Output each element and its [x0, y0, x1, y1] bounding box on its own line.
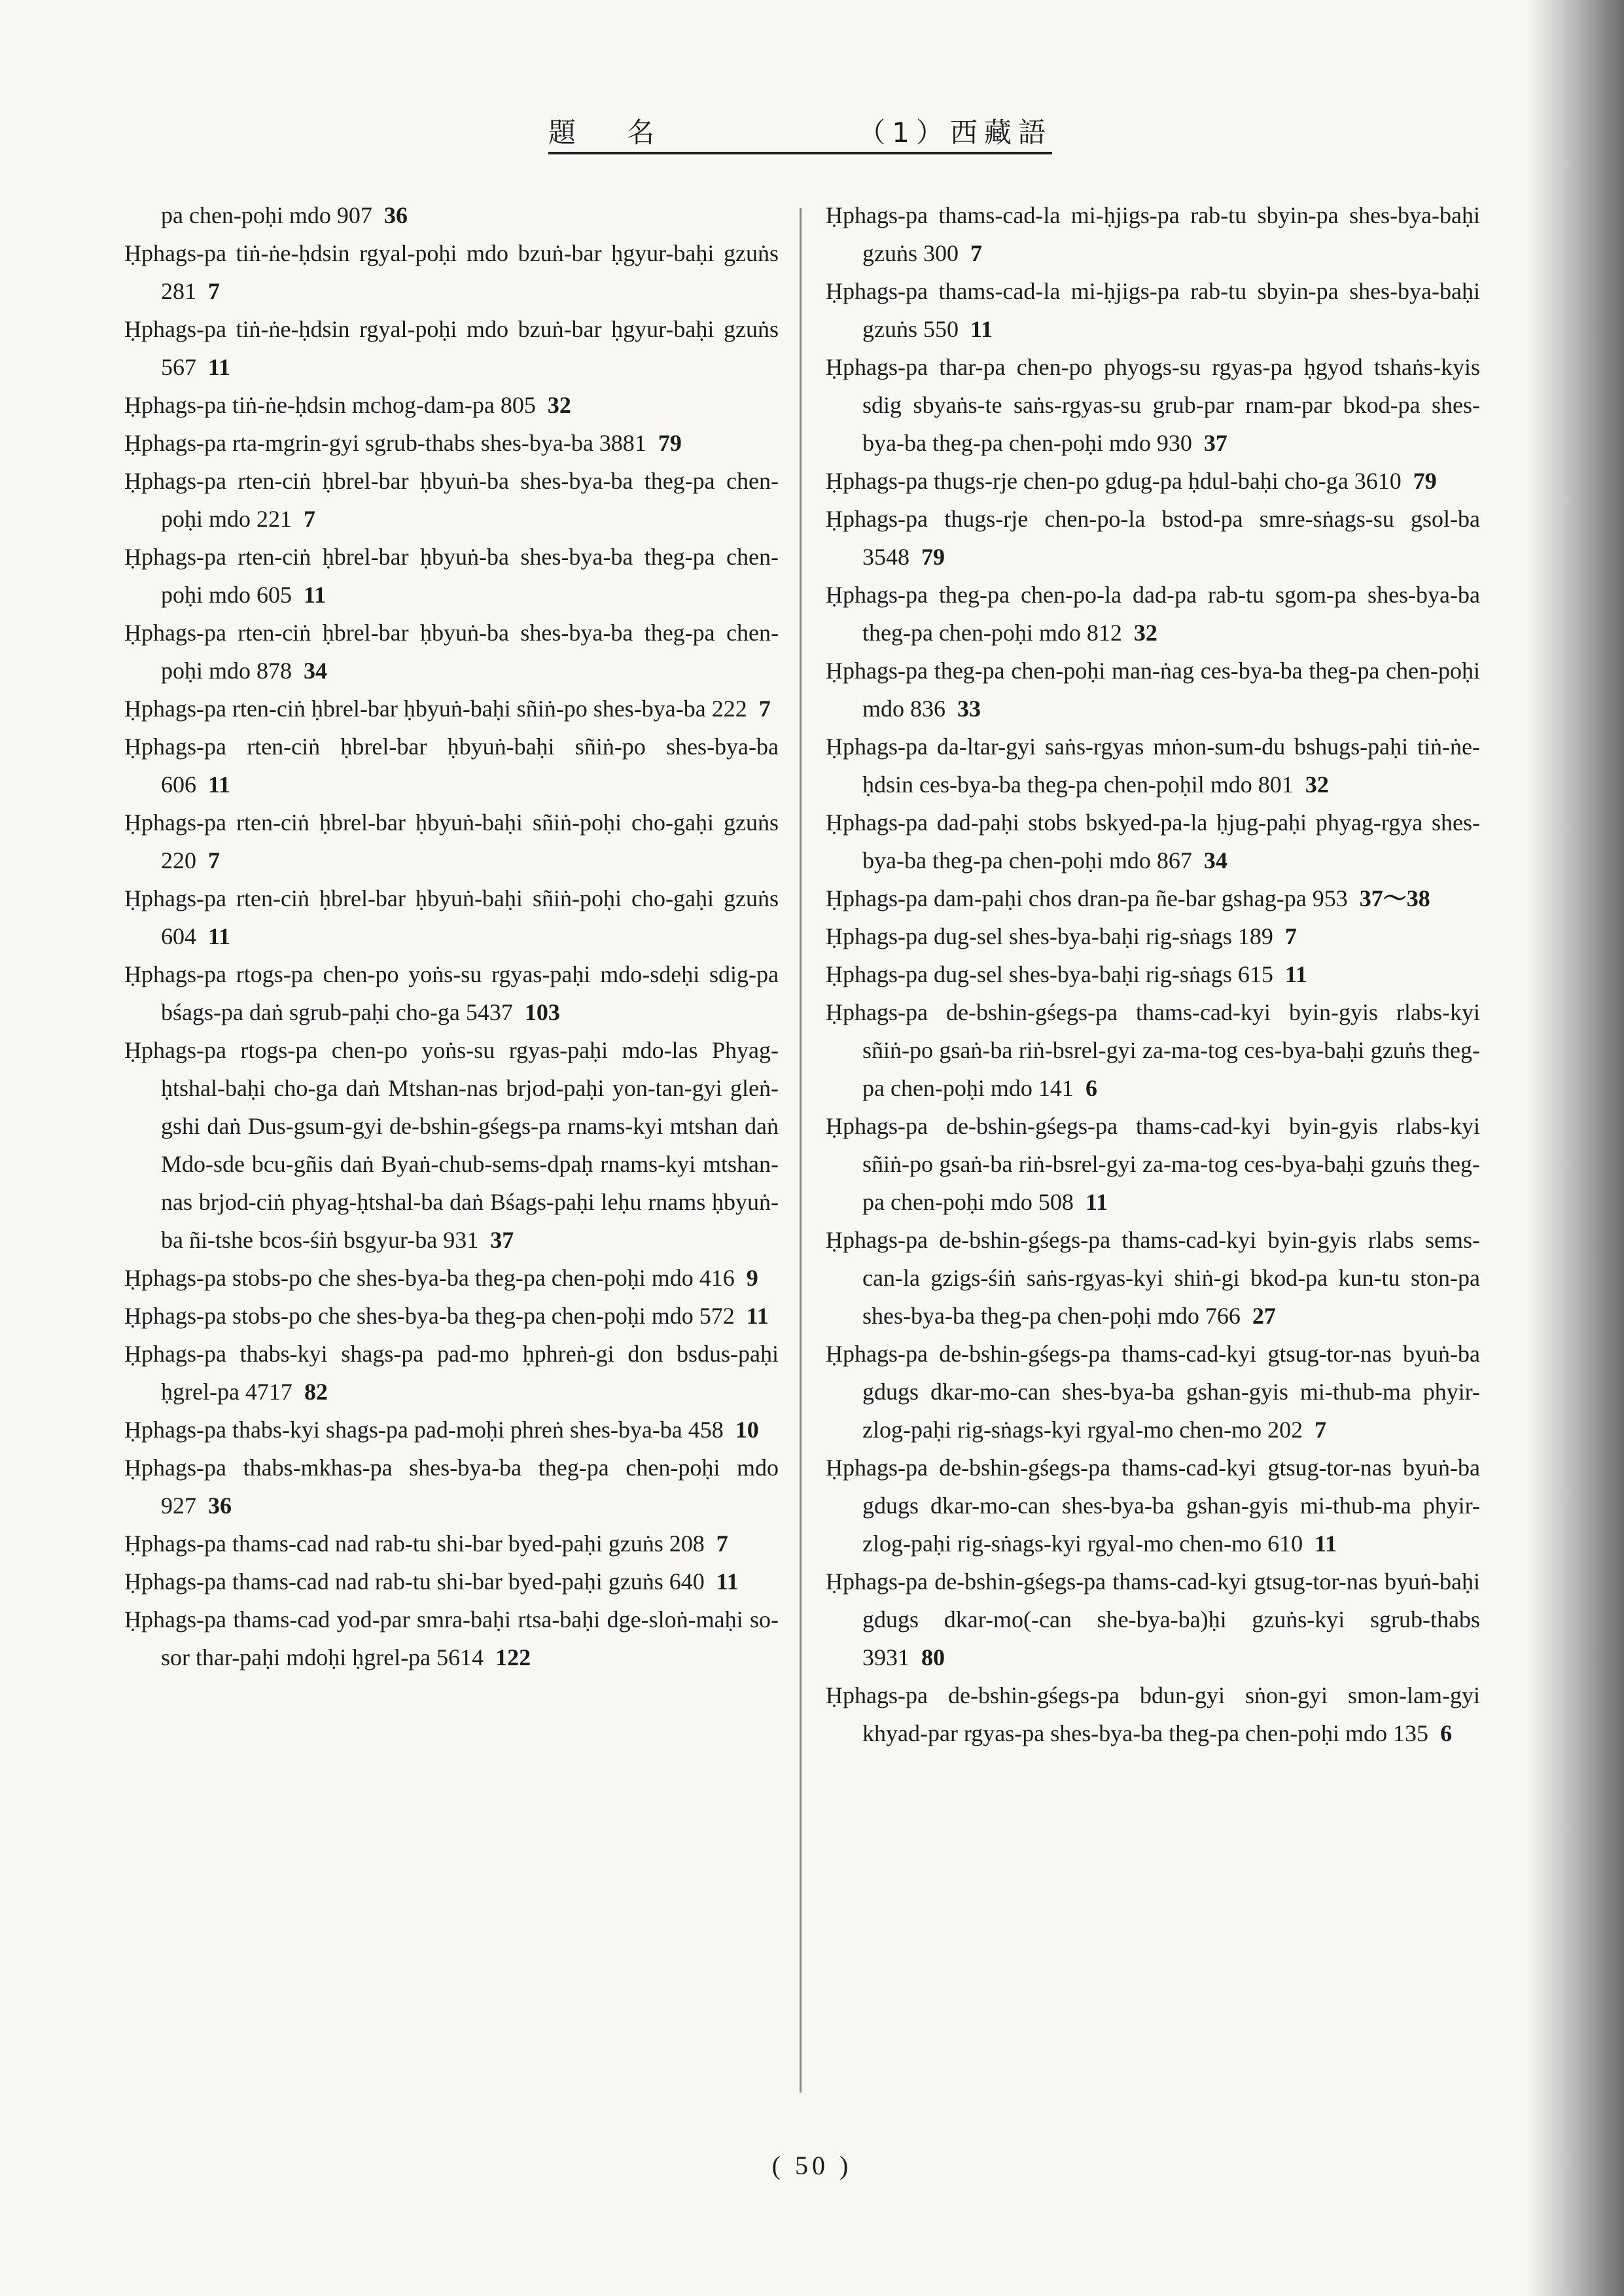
entry-reference-number: 7: [304, 506, 316, 532]
entry-title: Ḥphags-pa thugs-rje chen-po-la bstod-pa smre-sṅags-su gsol-ba 3548: [826, 506, 1480, 570]
entry-reference-number: 79: [1413, 468, 1437, 494]
entry-reference-number: 7: [758, 696, 771, 722]
entry-title: Ḥphags-pa tiṅ-ṅe-ḥdsin rgyal-poḥi mdo bzuṅ-bar ḥgyur-baḥi gzuṅs 281: [124, 240, 779, 304]
entry-reference-number: 36: [208, 1492, 232, 1519]
index-entry: [826, 576, 1480, 652]
entry-reference-number: 7: [1315, 1417, 1327, 1443]
index-entry: [124, 1449, 779, 1525]
entry-title: Ḥphags-pa rtogs-pa chen-po yoṅs-su rgyas-paḥi mdo-las Phyag-ḥtshal-baḥi cho-ga daṅ Mtshan-nas brjod-paḥi yon-tan-gyi gleṅ-gshi daṅ Dus-gsum-gyi de-bshin-gśegs-pa rnams-kyi mtshan daṅ Mdo-sde bcu-gñis daṅ Byaṅ-chub-sems-dpaḥ rnams-kyi mtshan-nas brjod-ciṅ phyag-ḥtshal-ba daṅ Bśags-paḥi leḥu rnams ḥbyuṅ-ba ñi-tshe bcos-śiṅ bsgyur-ba 931: [124, 1037, 779, 1253]
entry-title: Ḥphags-pa rten-ciṅ ḥbrel-bar ḥbyuṅ-baḥi sñiṅ-po shes-bya-ba 606: [124, 733, 779, 798]
entry-reference-number: 11: [1315, 1530, 1337, 1557]
entry-reference-number: 80: [921, 1644, 945, 1670]
index-entry: [124, 614, 779, 690]
entry-title: Ḥphags-pa de-bshin-gśegs-pa thams-cad-kyi gtsug-tor-nas byuṅ-ba gdugs dkar-mo-can shes-bya-ba gshan-gyis mi-thub-ma phyir-zlog-paḥi rig-sṅags-kyi rgyal-mo chen-mo 202: [826, 1341, 1480, 1443]
entry-reference-number: 32: [1305, 771, 1329, 798]
entry-reference-number: 10: [735, 1417, 759, 1443]
index-entry: [124, 1031, 779, 1259]
index-entry: [124, 1563, 779, 1600]
entry-reference-number: 37: [490, 1227, 514, 1253]
index-entry: [124, 386, 779, 424]
scan-edge-shadow: [1526, 0, 1624, 2296]
entry-reference-number: 27: [1252, 1303, 1276, 1329]
entry-reference-number: 37〜38: [1359, 885, 1430, 911]
entry-title: Ḥphags-pa da-ltar-gyi saṅs-rgyas mṅon-sum-du bshugs-paḥi tiṅ-ṅe-ḥdsin ces-bya-ba theg-pa chen-poḥil mdo 801: [826, 733, 1480, 798]
left-column: [124, 196, 779, 1676]
entry-title: Ḥphags-pa de-bshin-gśegs-pa thams-cad-kyi byin-gyis rlabs sems-can-la gzigs-śiṅ saṅs-rgyas-kyi shiṅ-gi bkod-pa kun-tu ston-pa shes-bya-ba theg-pa chen-poḥi mdo 766: [826, 1227, 1480, 1329]
entry-reference-number: 7: [208, 278, 220, 304]
entry-reference-number: 37: [1203, 430, 1227, 456]
entry-title: Ḥphags-pa dad-paḥi stobs bskyed-pa-la ḥjug-paḥi phyag-rgya shes-bya-ba theg-pa chen-poḥi mdo 867: [826, 809, 1480, 874]
index-entry: [826, 462, 1480, 500]
index-entry: [124, 310, 779, 386]
index-entry: [826, 993, 1480, 1107]
entry-title: Ḥphags-pa thabs-kyi shags-pa pad-mo ḥphreṅ-gi don bsdus-paḥi ḥgrel-pa 4717: [124, 1341, 779, 1405]
entry-title: Ḥphags-pa de-bshin-gśegs-pa thams-cad-kyi gtsug-tor-nas byuṅ-baḥi gdugs dkar-mo(-can she-bya-ba)ḥi gzuṅs-kyi sgrub-thabs 3931: [826, 1568, 1480, 1670]
entry-title: Ḥphags-pa de-bshin-gśegs-pa thams-cad-kyi gtsug-tor-nas byuṅ-ba gdugs dkar-mo-can shes-bya-ba gshan-gyis mi-thub-ma phyir-zlog-paḥi rig-sṅags-kyi rgyal-mo chen-mo 610: [826, 1455, 1480, 1557]
index-entry: [124, 1335, 779, 1411]
index-entry: [826, 728, 1480, 804]
index-entry: [826, 955, 1480, 993]
entry-reference-number: 11: [746, 1303, 769, 1329]
entry-reference-number: 34: [304, 658, 328, 684]
entry-title: Ḥphags-pa rten-ciṅ ḥbrel-bar ḥbyuṅ-ba shes-bya-ba theg-pa chen-poḥi mdo 221: [124, 468, 779, 532]
entry-title: Ḥphags-pa dug-sel shes-bya-baḥi rig-sṅags 615: [826, 961, 1273, 987]
index-entry: [826, 804, 1480, 879]
index-entry: [124, 234, 779, 310]
index-entry: [826, 272, 1480, 348]
entry-reference-number: 11: [208, 771, 231, 798]
entry-reference-number: 32: [1133, 620, 1157, 646]
page-number: ( 50 ): [771, 2151, 853, 2180]
entry-title: Ḥphags-pa de-bshin-gśegs-pa bdun-gyi sṅon-gyi smon-lam-gyi khyad-par rgyas-pa shes-bya-ba theg-pa chen-poḥi mdo 135: [826, 1682, 1480, 1746]
entry-title: Ḥphags-pa rten-ciṅ ḥbrel-bar ḥbyuṅ-baḥi sñiṅ-poḥi cho-gaḥi gzuṅs 220: [124, 809, 779, 874]
entry-reference-number: 122: [495, 1644, 531, 1670]
index-entry: [826, 348, 1480, 462]
index-entry: [124, 424, 779, 462]
entry-reference-number: 11: [208, 923, 231, 949]
page-header: [548, 110, 1052, 154]
entry-title: Ḥphags-pa dam-paḥi chos dran-pa ñe-bar gshag-pa 953: [826, 885, 1348, 911]
entry-title: Ḥphags-pa de-bshin-gśegs-pa thams-cad-kyi byin-gyis rlabs-kyi sñiṅ-po gsaṅ-ba riṅ-bsrel-gyi za-ma-tog ces-bya-baḥi gzuṅs theg-pa chen-poḥi mdo 141: [826, 999, 1480, 1101]
index-entry: [124, 1411, 779, 1449]
entry-reference-number: 7: [970, 240, 982, 266]
index-entry: [826, 1107, 1480, 1221]
entry-title: Ḥphags-pa thar-pa chen-po phyogs-su rgyas-pa ḥgyod tshaṅs-kyis sdig sbyaṅs-te saṅs-rgyas-su grub-par rnam-par bkod-pa shes-bya-ba theg-pa chen-poḥi mdo 930: [826, 354, 1480, 456]
entry-title: Ḥphags-pa thabs-kyi shags-pa pad-moḥi phreṅ shes-bya-ba 458: [124, 1417, 724, 1443]
index-entry: [826, 500, 1480, 576]
entry-title: Ḥphags-pa thams-cad yod-par smra-baḥi rtsa-baḥi dge-sloṅ-maḥi so-sor thar-paḥi mdoḥi ḥgrel-pa 5614: [124, 1606, 779, 1670]
entry-title: Ḥphags-pa tiṅ-ṅe-ḥdsin rgyal-poḥi mdo bzuṅ-bar ḥgyur-baḥi gzuṅs 567: [124, 316, 779, 380]
index-entry: [826, 1221, 1480, 1335]
index-entry: [826, 1676, 1480, 1752]
index-entry: [124, 804, 779, 879]
entry-reference-number: 11: [716, 1568, 739, 1595]
entry-reference-number: 6: [1085, 1075, 1097, 1101]
index-entry: [124, 462, 779, 538]
index-entry: [124, 1297, 779, 1335]
column-divider: [800, 208, 802, 2093]
entry-title: Ḥphags-pa thugs-rje chen-po gdug-pa ḥdul-baḥi cho-ga 3610: [826, 468, 1402, 494]
index-entry: [124, 728, 779, 804]
entry-reference-number: 11: [1085, 1189, 1108, 1215]
index-entry: [826, 1449, 1480, 1563]
entry-reference-number: 6: [1440, 1720, 1453, 1746]
entry-title: Ḥphags-pa thams-cad nad rab-tu shi-bar byed-paḥi gzuṅs 640: [124, 1568, 705, 1595]
entry-reference-number: 82: [304, 1379, 328, 1405]
entry-reference-number: 79: [921, 544, 945, 570]
header-title: 題 名: [548, 116, 667, 149]
index-entry: [826, 652, 1480, 728]
header-section: （1）西藏語: [858, 116, 1052, 149]
entry-title: Ḥphags-pa stobs-po che shes-bya-ba theg-pa chen-poḥi mdo 572: [124, 1303, 735, 1329]
entry-title: Ḥphags-pa dug-sel shes-bya-baḥi rig-sṅags 189: [826, 923, 1273, 949]
index-entry: [124, 196, 779, 234]
entry-title: Ḥphags-pa thams-cad-la mi-ḥjigs-pa rab-tu sbyin-pa shes-bya-baḥi gzuṅs 550: [826, 278, 1480, 342]
index-entry: [826, 196, 1480, 272]
entry-reference-number: 7: [716, 1530, 728, 1557]
entry-reference-number: 7: [208, 847, 220, 874]
entry-reference-number: 34: [1203, 847, 1227, 874]
entry-title: pa chen-poḥi mdo 907: [161, 202, 372, 228]
entry-reference-number: 36: [383, 202, 408, 228]
entry-title: Ḥphags-pa rten-ciṅ ḥbrel-bar ḥbyuṅ-ba shes-bya-ba theg-pa chen-poḥi mdo 605: [124, 544, 779, 608]
entry-reference-number: 11: [970, 316, 993, 342]
index-entry: [826, 1335, 1480, 1449]
index-entry: [124, 955, 779, 1031]
entry-reference-number: 33: [957, 696, 981, 722]
entry-reference-number: 32: [547, 392, 571, 418]
entry-title: Ḥphags-pa theg-pa chen-po-la dad-pa rab-tu sgom-pa shes-bya-ba theg-pa chen-poḥi mdo 812: [826, 582, 1480, 646]
entry-title: Ḥphags-pa thams-cad nad rab-tu shi-bar byed-paḥi gzuṅs 208: [124, 1530, 705, 1557]
entry-title: Ḥphags-pa rta-mgrin-gyi sgrub-thabs shes-bya-ba 3881: [124, 430, 646, 456]
entry-reference-number: 9: [746, 1265, 758, 1291]
index-entry: [826, 1563, 1480, 1676]
index-entry: [124, 690, 779, 728]
entry-title: Ḥphags-pa thams-cad-la mi-ḥjigs-pa rab-tu sbyin-pa shes-bya-baḥi gzuṅs 300: [826, 202, 1480, 266]
index-entry: [826, 917, 1480, 955]
entry-title: Ḥphags-pa de-bshin-gśegs-pa thams-cad-kyi byin-gyis rlabs-kyi sñiṅ-po gsaṅ-ba riṅ-bsrel-gyi za-ma-tog ces-bya-baḥi gzuṅs theg-pa chen-poḥi mdo 508: [826, 1113, 1480, 1215]
entry-title: Ḥphags-pa thabs-mkhas-pa shes-bya-ba theg-pa chen-poḥi mdo 927: [124, 1455, 779, 1519]
index-entry: [124, 1525, 779, 1563]
index-entry: [124, 538, 779, 614]
entry-reference-number: 11: [1284, 961, 1307, 987]
entry-reference-number: 103: [524, 999, 560, 1025]
entry-reference-number: 11: [208, 354, 231, 380]
entry-title: Ḥphags-pa rten-ciṅ ḥbrel-bar ḥbyuṅ-baḥi sñiṅ-po shes-bya-ba 222: [124, 696, 747, 722]
entry-reference-number: 79: [658, 430, 682, 456]
index-entry: [124, 1259, 779, 1297]
entry-title: Ḥphags-pa rtogs-pa chen-po yoṅs-su rgyas-paḥi mdo-sdeḥi sdig-pa bśags-pa daṅ sgrub-paḥi cho-ga 5437: [124, 961, 779, 1025]
right-column: [826, 196, 1480, 1752]
entry-title: Ḥphags-pa tiṅ-ṅe-ḥdsin mchog-dam-pa 805: [124, 392, 536, 418]
index-entry: [124, 879, 779, 955]
index-entry: [826, 879, 1480, 917]
entry-title: Ḥphags-pa theg-pa chen-poḥi man-ṅag ces-bya-ba theg-pa chen-poḥi mdo 836: [826, 658, 1480, 722]
index-entry: [124, 1600, 779, 1676]
entry-title: Ḥphags-pa rten-ciṅ ḥbrel-bar ḥbyuṅ-baḥi sñiṅ-poḥi cho-gaḥi gzuṅs 604: [124, 885, 779, 949]
entry-reference-number: 11: [304, 582, 327, 608]
entry-reference-number: 7: [1284, 923, 1297, 949]
entry-title: Ḥphags-pa rten-ciṅ ḥbrel-bar ḥbyuṅ-ba shes-bya-ba theg-pa chen-poḥi mdo 878: [124, 620, 779, 684]
entry-title: Ḥphags-pa stobs-po che shes-bya-ba theg-pa chen-poḥi mdo 416: [124, 1265, 735, 1291]
